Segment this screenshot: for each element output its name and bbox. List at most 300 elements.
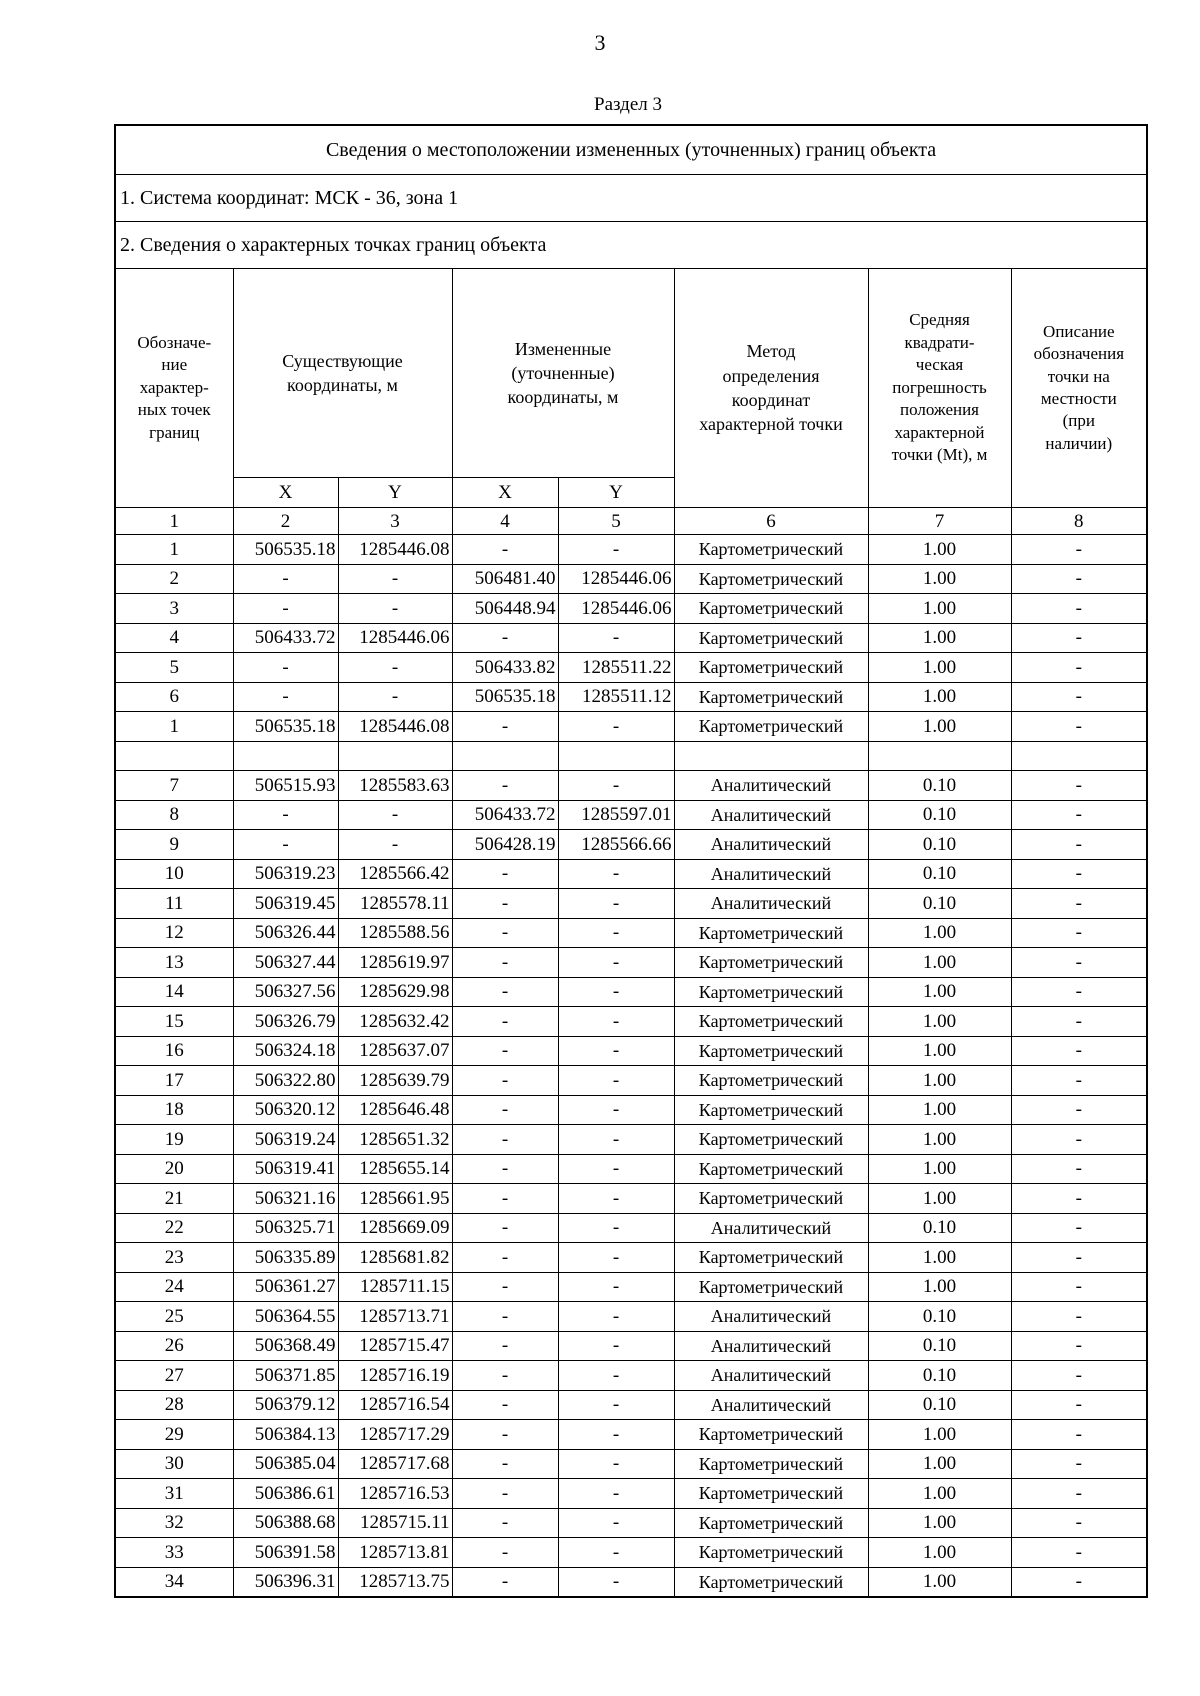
cell-changed-x: - <box>452 623 558 653</box>
cell-existing-y: 1285446.08 <box>338 535 452 565</box>
cell-existing-y: 1285669.09 <box>338 1213 452 1243</box>
column-number: 3 <box>338 508 452 535</box>
cell-changed-y: - <box>558 1213 674 1243</box>
cell-changed-y: - <box>558 1007 674 1037</box>
cell-method: Картометрический <box>674 1538 868 1568</box>
column-number: 1 <box>115 508 233 535</box>
cell-point-number: 4 <box>115 623 233 653</box>
cell-existing-x: 506368.49 <box>233 1331 338 1361</box>
cell-description: - <box>1011 623 1147 653</box>
cell-method: Картометрический <box>674 1007 868 1037</box>
cell-existing-x: 506361.27 <box>233 1272 338 1302</box>
cell-changed-x: - <box>452 1243 558 1273</box>
cell-changed-x: - <box>452 1213 558 1243</box>
cell-existing-x: 506325.71 <box>233 1213 338 1243</box>
cell-description: - <box>1011 1508 1147 1538</box>
cell-existing-y: 1285713.81 <box>338 1538 452 1568</box>
cell-changed-y: - <box>558 977 674 1007</box>
cell-point-number: 22 <box>115 1213 233 1243</box>
cell-existing-y: 1285588.56 <box>338 918 452 948</box>
cell-point-number: 5 <box>115 653 233 683</box>
cell-method: Аналитический <box>674 1302 868 1332</box>
cell-existing-y: 1285637.07 <box>338 1036 452 1066</box>
cell-changed-y: 1285566.66 <box>558 830 674 860</box>
cell-description: - <box>1011 564 1147 594</box>
cell-existing-y: 1285446.08 <box>338 712 452 742</box>
cell-existing-y: 1285717.29 <box>338 1420 452 1450</box>
points-info-heading: 2. Сведения о характерных точках границ объекта <box>115 222 1147 269</box>
cell-description: - <box>1011 800 1147 830</box>
cell-changed-x: - <box>452 1479 558 1509</box>
cell-description <box>1011 741 1147 771</box>
cell-mean-error: 1.00 <box>868 682 1011 712</box>
cell-mean-error: 1.00 <box>868 1479 1011 1509</box>
cell-changed-x: - <box>452 889 558 919</box>
cell-changed-x <box>452 741 558 771</box>
cell-changed-y: - <box>558 1036 674 1066</box>
cell-existing-x: 506326.79 <box>233 1007 338 1037</box>
cell-point-number: 14 <box>115 977 233 1007</box>
cell-mean-error: 1.00 <box>868 1243 1011 1273</box>
cell-existing-x: 506385.04 <box>233 1449 338 1479</box>
cell-changed-x: 506481.40 <box>452 564 558 594</box>
cell-description: - <box>1011 712 1147 742</box>
cell-existing-x: 506371.85 <box>233 1361 338 1391</box>
table-row <box>115 1213 1147 1243</box>
cell-method: Картометрический <box>674 1184 868 1214</box>
cell-method: Картометрический <box>674 918 868 948</box>
header-existing-y: Y <box>338 478 452 508</box>
header-existing-x: X <box>233 478 338 508</box>
table-row <box>115 1479 1147 1509</box>
cell-changed-x: - <box>452 1331 558 1361</box>
cell-changed-y: - <box>558 1508 674 1538</box>
section-title: Раздел 3 <box>594 94 662 115</box>
cell-existing-x: 506391.58 <box>233 1538 338 1568</box>
cell-changed-y: - <box>558 1302 674 1332</box>
cell-changed-x: 506535.18 <box>452 682 558 712</box>
cell-mean-error: 1.00 <box>868 1066 1011 1096</box>
cell-changed-y: - <box>558 1420 674 1450</box>
cell-point-number: 18 <box>115 1095 233 1125</box>
cell-description: - <box>1011 948 1147 978</box>
cell-point-number: 15 <box>115 1007 233 1037</box>
cell-existing-y: 1285681.82 <box>338 1243 452 1273</box>
cell-existing-y: 1285578.11 <box>338 889 452 919</box>
cell-mean-error: 1.00 <box>868 594 1011 624</box>
cell-existing-y: 1285715.11 <box>338 1508 452 1538</box>
cell-description: - <box>1011 918 1147 948</box>
cell-mean-error: 1.00 <box>868 918 1011 948</box>
cell-mean-error: 0.10 <box>868 1390 1011 1420</box>
cell-mean-error: 1.00 <box>868 1538 1011 1568</box>
cell-changed-y: - <box>558 948 674 978</box>
cell-existing-x: 506386.61 <box>233 1479 338 1509</box>
cell-method: Аналитический <box>674 1361 868 1391</box>
cell-description: - <box>1011 859 1147 889</box>
cell-existing-x: 506320.12 <box>233 1095 338 1125</box>
cell-changed-y: - <box>558 1184 674 1214</box>
cell-mean-error: 1.00 <box>868 948 1011 978</box>
cell-existing-y: 1285711.15 <box>338 1272 452 1302</box>
cell-changed-x: - <box>452 1036 558 1066</box>
cell-mean-error: 1.00 <box>868 1567 1011 1597</box>
cell-method: Картометрический <box>674 623 868 653</box>
cell-method: Картометрический <box>674 712 868 742</box>
cell-point-number: 8 <box>115 800 233 830</box>
cell-changed-y: - <box>558 1361 674 1391</box>
cell-mean-error <box>868 741 1011 771</box>
column-number: 6 <box>674 508 868 535</box>
cell-changed-x: - <box>452 1066 558 1096</box>
header-existing-coordinates: Существующие координаты, м <box>233 269 452 478</box>
cell-changed-x: - <box>452 948 558 978</box>
cell-changed-x: - <box>452 1538 558 1568</box>
cell-description: - <box>1011 977 1147 1007</box>
cell-description: - <box>1011 1479 1147 1509</box>
cell-method: Аналитический <box>674 800 868 830</box>
cell-method: Аналитический <box>674 889 868 919</box>
cell-existing-x: - <box>233 830 338 860</box>
cell-point-number: 19 <box>115 1125 233 1155</box>
cell-existing-x: 506535.18 <box>233 535 338 565</box>
cell-existing-x: 506319.23 <box>233 859 338 889</box>
table-row <box>115 830 1147 860</box>
cell-existing-y: 1285632.42 <box>338 1007 452 1037</box>
table-row <box>115 889 1147 919</box>
cell-existing-x: 506322.80 <box>233 1066 338 1096</box>
cell-changed-y: - <box>558 1567 674 1597</box>
cell-existing-y: 1285655.14 <box>338 1154 452 1184</box>
cell-mean-error: 1.00 <box>868 977 1011 1007</box>
table-title: Сведения о местоположении измененных (уточненных) границ объекта <box>115 125 1147 175</box>
cell-method: Картометрический <box>674 1125 868 1155</box>
cell-changed-y: - <box>558 1243 674 1273</box>
cell-point-number: 20 <box>115 1154 233 1184</box>
table-row <box>115 1449 1147 1479</box>
table-row <box>115 741 1147 771</box>
cell-existing-x: 506327.44 <box>233 948 338 978</box>
cell-description: - <box>1011 1538 1147 1568</box>
cell-changed-x: 506428.19 <box>452 830 558 860</box>
cell-method: Картометрический <box>674 594 868 624</box>
cell-existing-y: 1285661.95 <box>338 1184 452 1214</box>
cell-point-number: 33 <box>115 1538 233 1568</box>
cell-existing-y: - <box>338 830 452 860</box>
cell-changed-y: - <box>558 1538 674 1568</box>
table-row <box>115 918 1147 948</box>
coordinate-system: 1. Система координат: МСК - 36, зона 1 <box>115 175 1147 222</box>
cell-description: - <box>1011 653 1147 683</box>
table-row <box>115 771 1147 801</box>
cell-mean-error: 1.00 <box>868 653 1011 683</box>
cell-existing-y: 1285716.54 <box>338 1390 452 1420</box>
table-row <box>115 535 1147 565</box>
cell-existing-x: 506319.41 <box>233 1154 338 1184</box>
cell-changed-x: - <box>452 1272 558 1302</box>
cell-changed-x: - <box>452 535 558 565</box>
cell-changed-y: - <box>558 1125 674 1155</box>
cell-existing-y: 1285583.63 <box>338 771 452 801</box>
cell-existing-y: 1285717.68 <box>338 1449 452 1479</box>
cell-description: - <box>1011 1184 1147 1214</box>
boundary-points-table <box>114 124 1148 1598</box>
cell-changed-x: 506433.72 <box>452 800 558 830</box>
cell-mean-error: 0.10 <box>868 1302 1011 1332</box>
cell-changed-y: - <box>558 918 674 948</box>
cell-existing-y: - <box>338 564 452 594</box>
cell-mean-error: 0.10 <box>868 830 1011 860</box>
cell-changed-y: - <box>558 535 674 565</box>
cell-changed-x: - <box>452 1390 558 1420</box>
cell-existing-x: 506396.31 <box>233 1567 338 1597</box>
cell-changed-x: - <box>452 1007 558 1037</box>
cell-description: - <box>1011 1567 1147 1597</box>
table-row <box>115 800 1147 830</box>
cell-method: Картометрический <box>674 682 868 712</box>
cell-mean-error: 1.00 <box>868 1449 1011 1479</box>
page-number: 3 <box>594 30 606 55</box>
cell-existing-x: 506326.44 <box>233 918 338 948</box>
cell-existing-x: - <box>233 564 338 594</box>
cell-existing-y: 1285713.75 <box>338 1567 452 1597</box>
cell-changed-x: 506433.82 <box>452 653 558 683</box>
cell-method: Картометрический <box>674 1449 868 1479</box>
cell-existing-x: 506515.93 <box>233 771 338 801</box>
header-changed-coordinates: Измененные (уточненные) координаты, м <box>452 269 674 478</box>
cell-existing-y: - <box>338 653 452 683</box>
table-row <box>115 1508 1147 1538</box>
cell-changed-y: - <box>558 859 674 889</box>
cell-changed-y: 1285511.12 <box>558 682 674 712</box>
cell-existing-y: 1285646.48 <box>338 1095 452 1125</box>
cell-existing-y: - <box>338 800 452 830</box>
cell-changed-y: - <box>558 1449 674 1479</box>
cell-method: Картометрический <box>674 535 868 565</box>
cell-existing-x: 506379.12 <box>233 1390 338 1420</box>
cell-mean-error: 1.00 <box>868 1007 1011 1037</box>
cell-existing-y: 1285713.71 <box>338 1302 452 1332</box>
column-number: 2 <box>233 508 338 535</box>
cell-changed-y <box>558 741 674 771</box>
cell-changed-y: 1285446.06 <box>558 564 674 594</box>
header-changed-x: X <box>452 478 558 508</box>
cell-description: - <box>1011 1213 1147 1243</box>
cell-point-number: 28 <box>115 1390 233 1420</box>
cell-changed-y: 1285597.01 <box>558 800 674 830</box>
column-number: 8 <box>1011 508 1147 535</box>
table-row <box>115 1361 1147 1391</box>
cell-mean-error: 1.00 <box>868 564 1011 594</box>
cell-changed-x: - <box>452 1361 558 1391</box>
cell-point-number: 6 <box>115 682 233 712</box>
table-row <box>115 682 1147 712</box>
cell-existing-y: 1285619.97 <box>338 948 452 978</box>
cell-changed-x: - <box>452 1420 558 1450</box>
cell-mean-error: 1.00 <box>868 1420 1011 1450</box>
cell-point-number: 17 <box>115 1066 233 1096</box>
cell-changed-x: - <box>452 1095 558 1125</box>
cell-method: Аналитический <box>674 1390 868 1420</box>
cell-point-number: 13 <box>115 948 233 978</box>
cell-point-number: 30 <box>115 1449 233 1479</box>
cell-description: - <box>1011 889 1147 919</box>
cell-existing-x: - <box>233 653 338 683</box>
table-row <box>115 1420 1147 1450</box>
cell-existing-y: 1285715.47 <box>338 1331 452 1361</box>
cell-method: Аналитический <box>674 771 868 801</box>
cell-existing-x: 506319.45 <box>233 889 338 919</box>
cell-mean-error: 1.00 <box>868 712 1011 742</box>
cell-existing-y: 1285716.19 <box>338 1361 452 1391</box>
cell-description: - <box>1011 1007 1147 1037</box>
cell-changed-y: 1285511.22 <box>558 653 674 683</box>
cell-point-number: 11 <box>115 889 233 919</box>
table-row <box>115 564 1147 594</box>
cell-method: Картометрический <box>674 1095 868 1125</box>
cell-method: Картометрический <box>674 564 868 594</box>
cell-method: Картометрический <box>674 1154 868 1184</box>
cell-existing-x <box>233 741 338 771</box>
table-row <box>115 1390 1147 1420</box>
cell-method: Аналитический <box>674 830 868 860</box>
cell-point-number: 26 <box>115 1331 233 1361</box>
cell-changed-y: - <box>558 1331 674 1361</box>
cell-point-number: 12 <box>115 918 233 948</box>
cell-changed-y: - <box>558 1095 674 1125</box>
cell-point-number: 1 <box>115 712 233 742</box>
cell-changed-y: - <box>558 1066 674 1096</box>
cell-point-number: 23 <box>115 1243 233 1273</box>
header-changed-y: Y <box>558 478 674 508</box>
cell-existing-x: - <box>233 682 338 712</box>
cell-existing-x: 506321.16 <box>233 1184 338 1214</box>
table-row <box>115 1243 1147 1273</box>
cell-description: - <box>1011 1125 1147 1155</box>
cell-changed-x: - <box>452 1567 558 1597</box>
cell-changed-y: - <box>558 623 674 653</box>
cell-mean-error: 1.00 <box>868 623 1011 653</box>
table-row <box>115 859 1147 889</box>
cell-point-number: 31 <box>115 1479 233 1509</box>
cell-existing-y: 1285716.53 <box>338 1479 452 1509</box>
table-row <box>115 1125 1147 1155</box>
table-row <box>115 1095 1147 1125</box>
cell-description: - <box>1011 1243 1147 1273</box>
cell-existing-x: 506335.89 <box>233 1243 338 1273</box>
cell-existing-x: - <box>233 800 338 830</box>
cell-description: - <box>1011 1449 1147 1479</box>
cell-changed-x: - <box>452 1449 558 1479</box>
cell-existing-y: 1285639.79 <box>338 1066 452 1096</box>
cell-point-number: 34 <box>115 1567 233 1597</box>
cell-method: Картометрический <box>674 1036 868 1066</box>
table-row <box>115 1538 1147 1568</box>
cell-changed-x: - <box>452 977 558 1007</box>
cell-existing-x: - <box>233 594 338 624</box>
table-row <box>115 1154 1147 1184</box>
cell-mean-error: 0.10 <box>868 859 1011 889</box>
cell-existing-y <box>338 741 452 771</box>
cell-point-number: 7 <box>115 771 233 801</box>
cell-method: Картометрический <box>674 1479 868 1509</box>
cell-method: Аналитический <box>674 859 868 889</box>
cell-description: - <box>1011 1302 1147 1332</box>
cell-point-number: 25 <box>115 1302 233 1332</box>
cell-method: Картометрический <box>674 1272 868 1302</box>
column-number: 4 <box>452 508 558 535</box>
table-row <box>115 948 1147 978</box>
cell-description: - <box>1011 535 1147 565</box>
header-designation: Обозначе- ние характер- ных точек границ <box>115 269 233 508</box>
cell-existing-x: 506319.24 <box>233 1125 338 1155</box>
table-row <box>115 977 1147 1007</box>
cell-point-number: 24 <box>115 1272 233 1302</box>
cell-existing-x: 506327.56 <box>233 977 338 1007</box>
table-row <box>115 1331 1147 1361</box>
cell-point-number: 1 <box>115 535 233 565</box>
cell-mean-error: 0.10 <box>868 889 1011 919</box>
cell-method <box>674 741 868 771</box>
column-number: 7 <box>868 508 1011 535</box>
cell-method: Картометрический <box>674 1243 868 1273</box>
cell-mean-error: 0.10 <box>868 800 1011 830</box>
table-row <box>115 712 1147 742</box>
cell-point-number: 2 <box>115 564 233 594</box>
cell-description: - <box>1011 1420 1147 1450</box>
cell-description: - <box>1011 1331 1147 1361</box>
cell-existing-y: 1285629.98 <box>338 977 452 1007</box>
cell-description: - <box>1011 594 1147 624</box>
cell-point-number: 27 <box>115 1361 233 1391</box>
cell-changed-y: - <box>558 1272 674 1302</box>
cell-changed-x: - <box>452 712 558 742</box>
cell-changed-y: - <box>558 771 674 801</box>
cell-changed-x: - <box>452 1302 558 1332</box>
cell-mean-error: 1.00 <box>868 1154 1011 1184</box>
cell-mean-error: 1.00 <box>868 1508 1011 1538</box>
cell-description: - <box>1011 771 1147 801</box>
cell-point-number <box>115 741 233 771</box>
cell-description: - <box>1011 1036 1147 1066</box>
cell-changed-y: - <box>558 1390 674 1420</box>
cell-changed-x: - <box>452 859 558 889</box>
table-row <box>115 1184 1147 1214</box>
cell-changed-x: - <box>452 1125 558 1155</box>
cell-changed-x: - <box>452 1508 558 1538</box>
cell-method: Картометрический <box>674 1420 868 1450</box>
cell-existing-y: - <box>338 682 452 712</box>
cell-method: Картометрический <box>674 1567 868 1597</box>
cell-point-number: 10 <box>115 859 233 889</box>
table-row <box>115 594 1147 624</box>
cell-method: Картометрический <box>674 1066 868 1096</box>
cell-point-number: 32 <box>115 1508 233 1538</box>
table-row <box>115 623 1147 653</box>
cell-description: - <box>1011 1095 1147 1125</box>
cell-point-number: 9 <box>115 830 233 860</box>
cell-description: - <box>1011 1154 1147 1184</box>
cell-method: Аналитический <box>674 1213 868 1243</box>
cell-point-number: 29 <box>115 1420 233 1450</box>
cell-description: - <box>1011 1361 1147 1391</box>
cell-existing-x: 506388.68 <box>233 1508 338 1538</box>
cell-description: - <box>1011 1272 1147 1302</box>
cell-changed-y: - <box>558 1479 674 1509</box>
table-row <box>115 653 1147 683</box>
cell-method: Картометрический <box>674 948 868 978</box>
cell-existing-x: 506433.72 <box>233 623 338 653</box>
